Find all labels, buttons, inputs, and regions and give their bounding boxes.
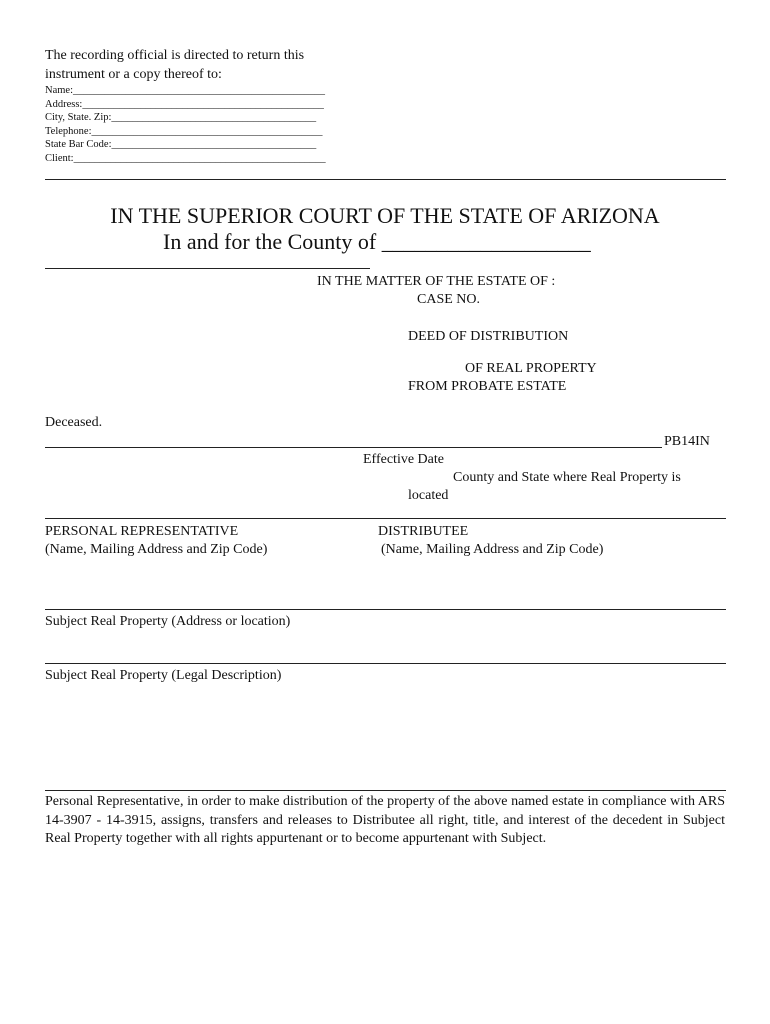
distributee-sublabel: (Name, Mailing Address and Zip Code) [381, 542, 604, 557]
telephone-field[interactable]: Telephone:____________________________________________ [45, 125, 323, 137]
county-state-label-line2: located [408, 488, 449, 503]
recording-instruction-line1: The recording official is directed to return this [45, 48, 305, 63]
effective-date-label: Effective Date [363, 452, 444, 467]
parties-divider [45, 518, 726, 519]
party-name-line[interactable] [45, 268, 370, 269]
property-address-label: Subject Real Property (Address or location) [45, 614, 291, 629]
address-field[interactable]: Address:______________________________________________ [45, 98, 324, 110]
form-code: PB14IN [664, 434, 710, 449]
header-divider [45, 179, 726, 180]
deceased-label: Deceased. [45, 415, 103, 430]
case-number-label: CASE NO. [417, 292, 481, 307]
legal-description-line[interactable] [45, 663, 726, 664]
conveyance-paragraph: Personal Representative, in order to make distribution of the property of the above named estate in compliance with ARS 14-3907 - 14-3915, assigns, transfers and releases to Distributee all right, title, and interest of the decedent in Subject Real Property together with all rights appurtenant or to become appurtenant with Subject. [45, 794, 725, 846]
estate-matter-label: IN THE MATTER OF THE ESTATE OF : [317, 274, 556, 289]
legal-description-label: Subject Real Property (Legal Description) [45, 668, 282, 683]
property-address-line[interactable] [45, 609, 726, 610]
court-title: IN THE SUPERIOR COURT OF THE STATE OF ARIZONA [110, 203, 660, 228]
personal-representative-sublabel: (Name, Mailing Address and Zip Code) [45, 542, 268, 557]
county-state-label-line1: County and State where Real Property is [453, 470, 681, 485]
recording-instruction-line2: instrument or a copy thereof to: [45, 67, 222, 82]
deed-title-line2: OF REAL PROPERTY [465, 361, 597, 376]
deed-title-line1: DEED OF DISTRIBUTION [408, 329, 569, 344]
client-field[interactable]: Client:________________________________________________ [45, 152, 326, 164]
deed-title-line3: FROM PROBATE ESTATE [408, 379, 567, 394]
name-field[interactable]: Name:________________________________________________ [45, 85, 325, 96]
state-bar-code-field[interactable]: State Bar Code:_______________________________________ [45, 139, 317, 150]
body-divider [45, 790, 726, 791]
caption-divider [45, 447, 662, 448]
city-state-zip-field[interactable]: City, State. Zip:_______________________________________ [45, 112, 317, 123]
county-line[interactable]: In and for the County of ___________________ [163, 229, 591, 254]
personal-representative-label: PERSONAL REPRESENTATIVE [45, 524, 239, 539]
distributee-label: DISTRIBUTEE [378, 524, 469, 539]
